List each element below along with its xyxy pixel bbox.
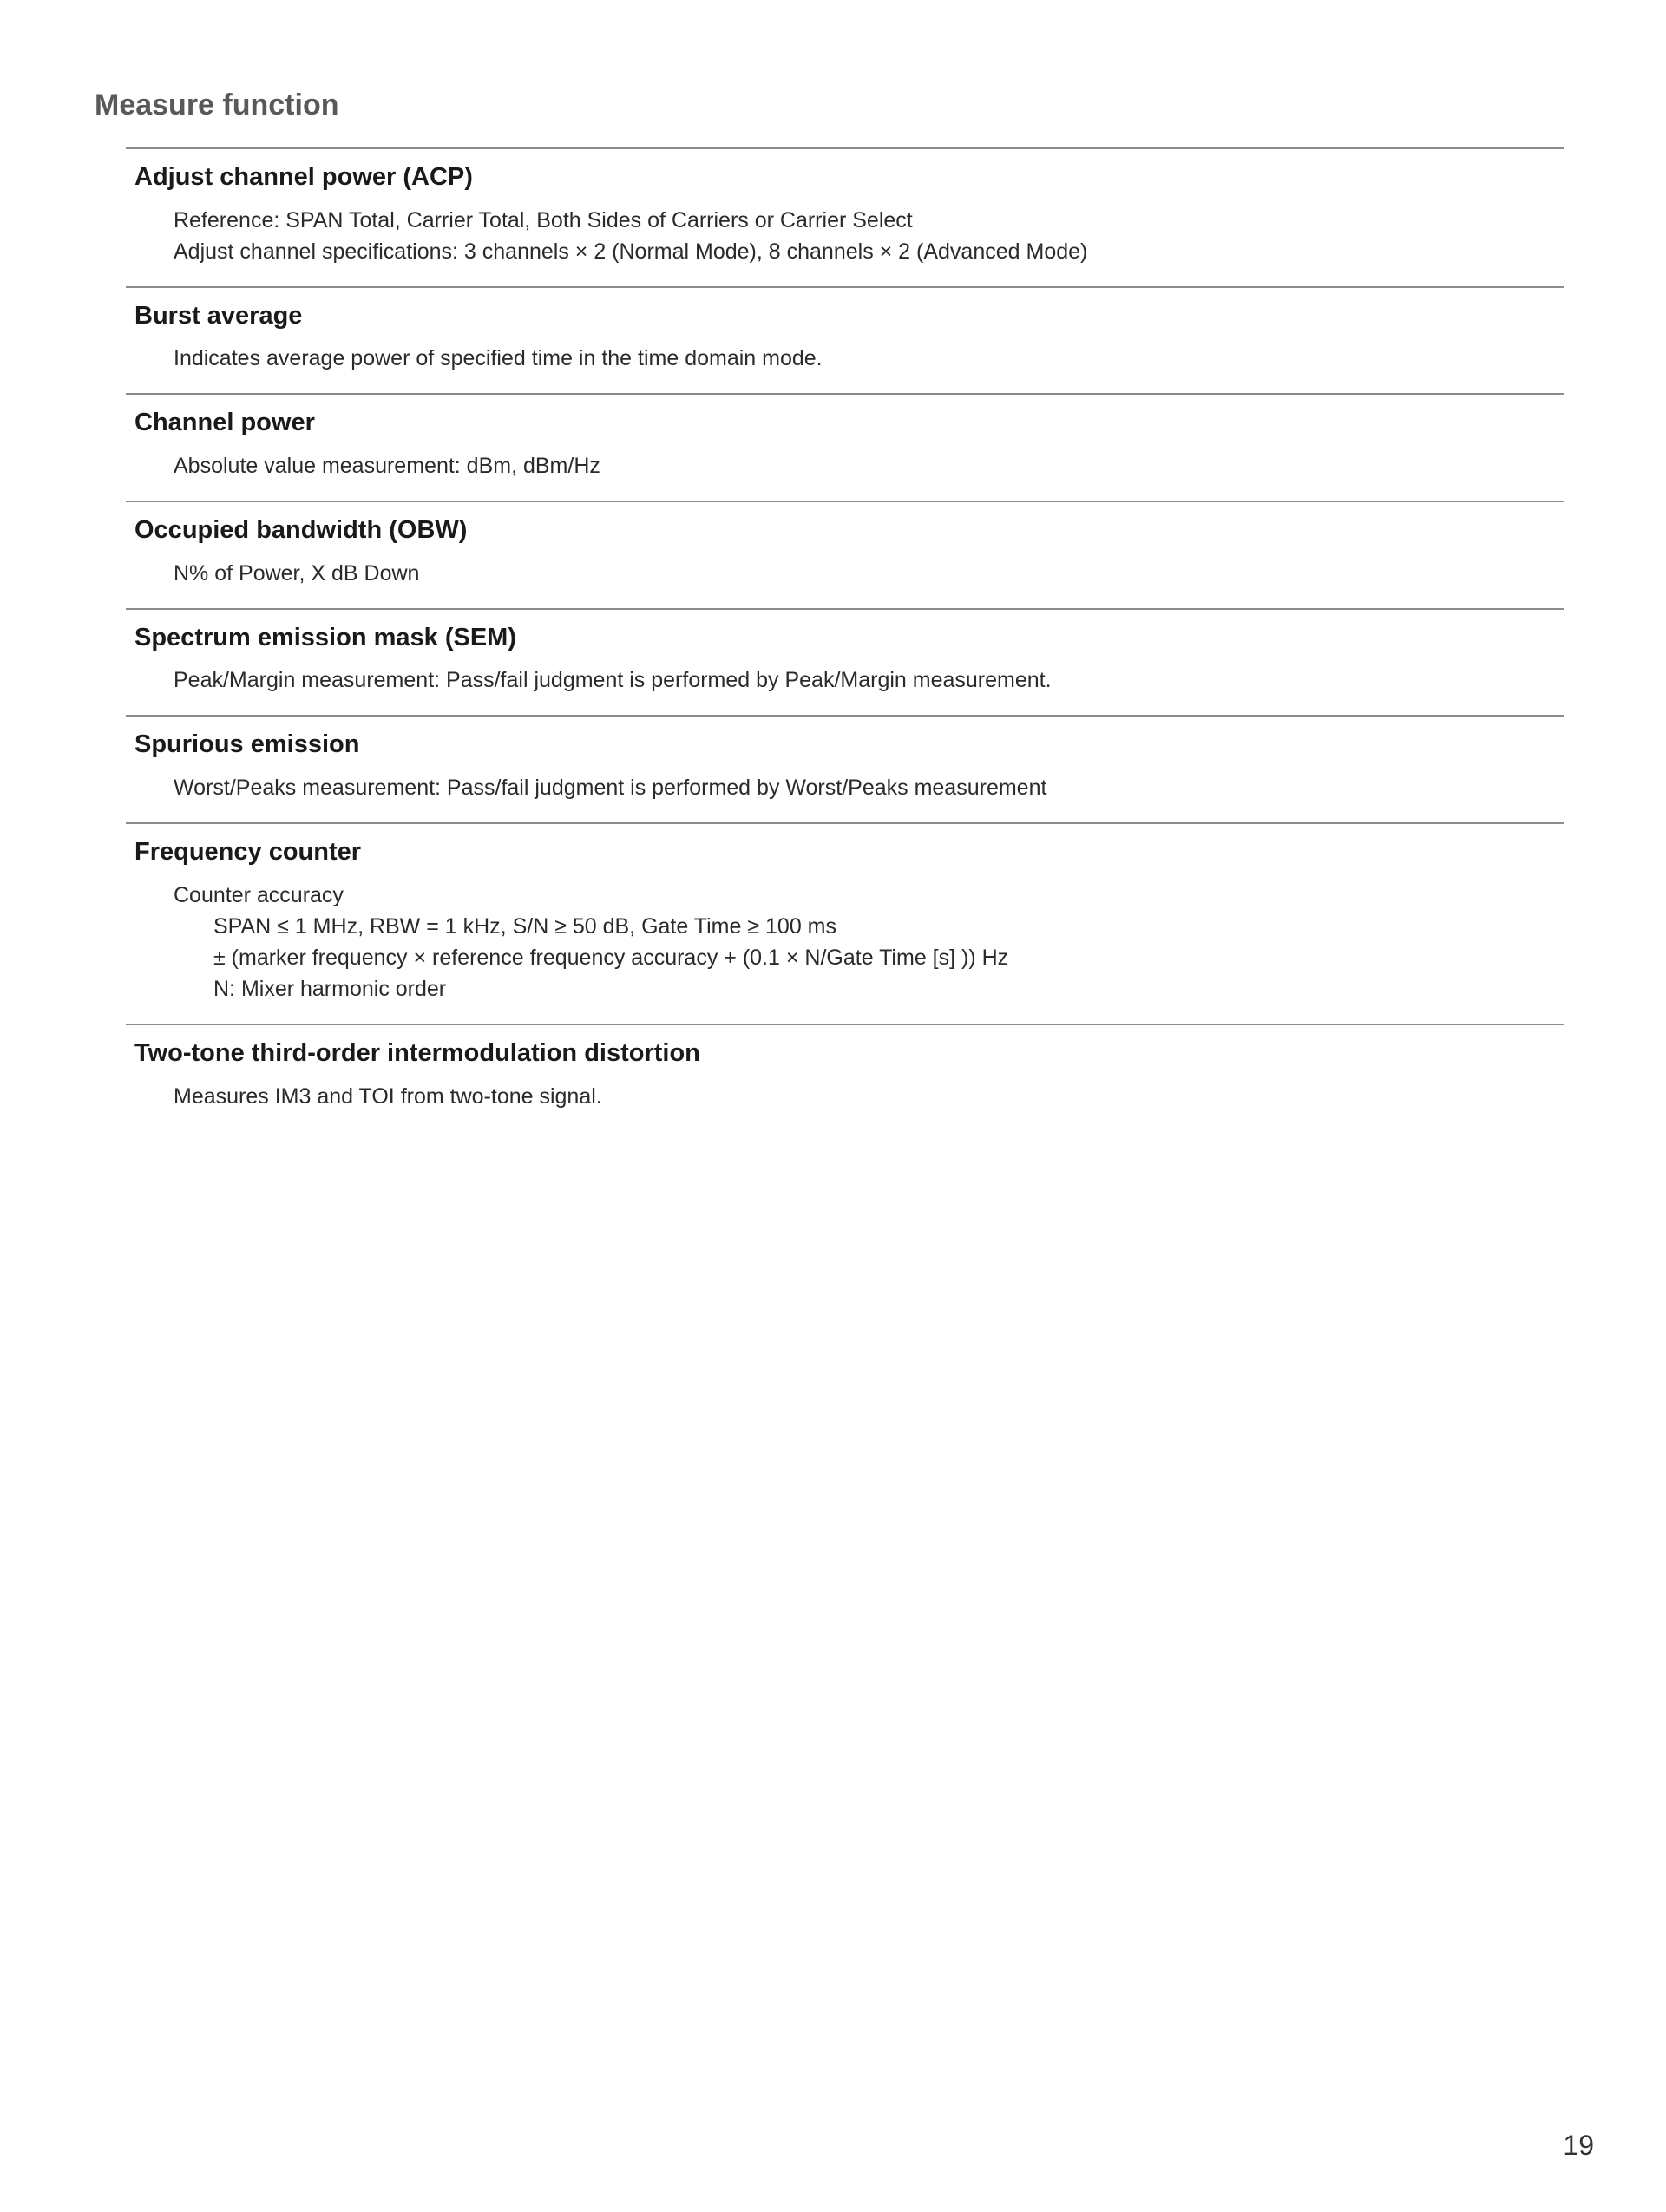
section-title: Adjust channel power (ACP) bbox=[134, 163, 473, 191]
section-line: N: Mixer harmonic order bbox=[213, 976, 447, 1001]
spec-section bbox=[126, 822, 1564, 1024]
spec-section bbox=[126, 147, 1564, 286]
spec-section bbox=[126, 286, 1564, 394]
section-line: N% of Power, X dB Down bbox=[174, 560, 420, 586]
page-title: Measure function bbox=[95, 88, 339, 121]
section-line: SPAN ≤ 1 MHz, RBW = 1 kHz, S/N ≥ 50 dB, Gate Time ≥ 100 ms bbox=[213, 913, 836, 939]
spec-section bbox=[126, 393, 1564, 501]
section-title: Frequency counter bbox=[134, 838, 362, 867]
section-line: Measures IM3 and TOI from two-tone signal. bbox=[174, 1083, 602, 1109]
section-line: Peak/Margin measurement: Pass/fail judgment is performed by Peak/Margin measurement. bbox=[174, 668, 1052, 693]
section-line: Reference: SPAN Total, Carrier Total, Both Sides of Carriers or Carrier Select bbox=[174, 207, 913, 232]
spec-section bbox=[126, 501, 1564, 608]
spec-section bbox=[126, 608, 1564, 716]
section-title: Spectrum emission mask (SEM) bbox=[134, 623, 516, 651]
section-line: Counter accuracy bbox=[174, 882, 344, 907]
section-line: Adjust channel specifications: 3 channels × 2 (Normal Mode), 8 channels × 2 (Advanced Mode) bbox=[174, 239, 1088, 264]
spec-section bbox=[126, 715, 1564, 822]
section-title: Channel power bbox=[134, 409, 315, 437]
section-line: ± (marker frequency × reference frequency accuracy + (0.1 × N/Gate Time [s] )) Hz bbox=[213, 945, 1009, 970]
section-title: Occupied bandwidth (OBW) bbox=[134, 516, 468, 545]
section-line: Indicates average power of specified time in the time domain mode. bbox=[174, 346, 823, 371]
section-line: Worst/Peaks measurement: Pass/fail judgment is performed by Worst/Peaks measurement bbox=[174, 776, 1047, 801]
section-line: Absolute value measurement: dBm, dBm/Hz bbox=[174, 454, 600, 479]
page-number: 19 bbox=[1563, 2130, 1594, 2161]
section-title: Two-tone third-order intermodulation distortion bbox=[134, 1038, 700, 1067]
section-title: Spurious emission bbox=[134, 730, 360, 759]
section-title: Burst average bbox=[134, 301, 303, 330]
spec-section bbox=[126, 1024, 1564, 1131]
spec-sections bbox=[126, 147, 1564, 1131]
